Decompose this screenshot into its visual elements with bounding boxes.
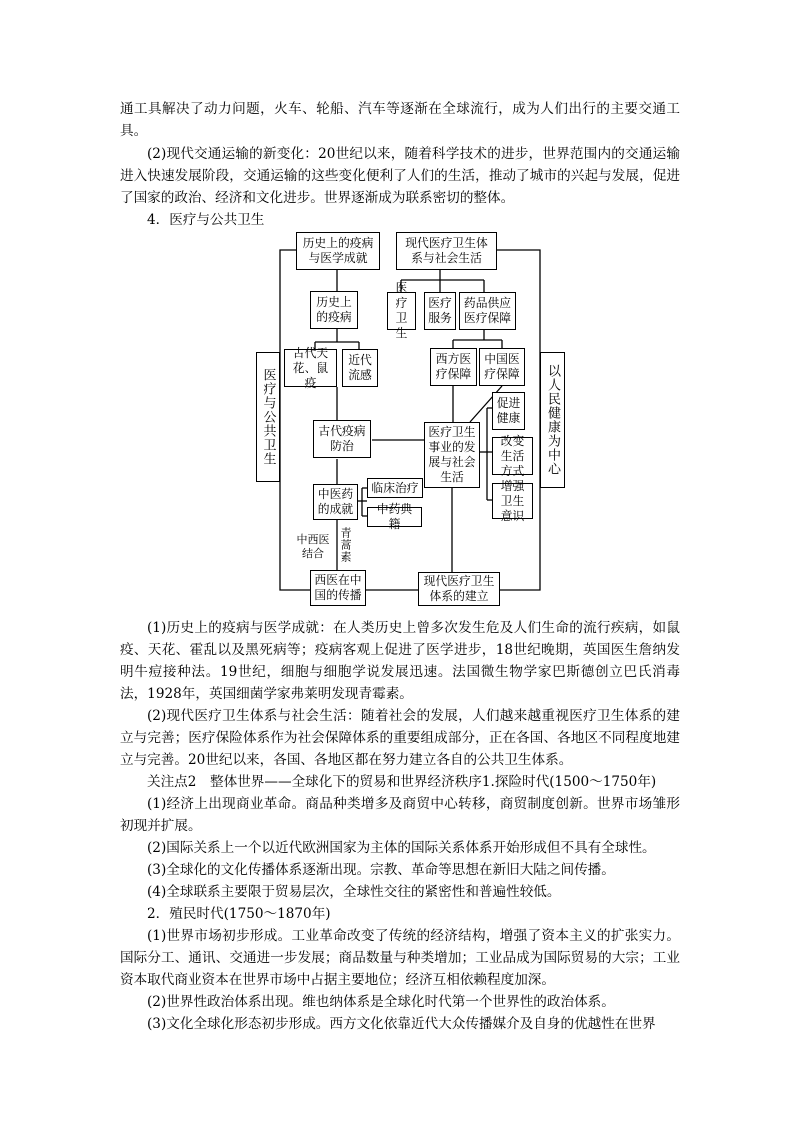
box-history-disease-medicine: 历史上的疫病与医学成就 xyxy=(296,232,380,270)
box-historical-disease: 历史上的疫病 xyxy=(310,291,358,329)
para-exploration-1: (1)经济上出现商业革命。商品种类增多及商贸中心转移，商贸制度创新。世界市场雏形初现并扩展。 xyxy=(120,796,680,834)
heading-medical: 4．医疗与公共卫生 xyxy=(147,212,265,228)
para-colonial-3: (3)文化全球化形态初步形成。西方文化依靠近代大众传播媒介及自身的优越性在世界 xyxy=(147,1016,656,1032)
box-tcm-achievement: 中医药的成就 xyxy=(313,484,358,520)
box-medical-service: 医疗服务 xyxy=(424,292,456,330)
box-medical-health: 医疗卫生 xyxy=(387,292,416,330)
box-western-medicine-spread: 西医在中国的传播 xyxy=(310,570,366,606)
para-colonial-2: (2)世界性政治体系出现。维也纳体系是全球化时代第一个世界性的政治体系。 xyxy=(147,994,615,1010)
heading-focus-2: 关注点2 整体世界——全球化下的贸易和世界经济秩序1.探险时代(1500～1750年) xyxy=(147,774,657,790)
box-china-insurance: 中国医疗保障 xyxy=(479,348,525,386)
heading-colonial: 2．殖民时代(1750～1870年) xyxy=(147,906,331,922)
para-exploration-2: (2)国际关系上一个以近代欧洲国家为主体的国际关系体系开始形成但不具有全球性。 xyxy=(147,840,656,856)
para-colonial-1: (1)世界市场初步形成。工业革命改变了传统的经济结构，增强了资本主义的扩张实力。国际分工、通讯、交通进一步发展；商品数量与种类增加；工业品成为国际贸易的大宗；工业资本取代商业资本在世界市场中占据主要地位；经济互相依赖程度加深。 xyxy=(120,928,680,988)
box-tcm-classics: 中药典籍 xyxy=(367,507,422,527)
box-modern-medical-system: 现代医疗卫生体系与社会生活 xyxy=(396,232,497,270)
side-label-people-health: 以人民健康为中心 xyxy=(540,352,565,488)
box-ancient-plague: 古代天花、鼠疫 xyxy=(284,349,337,387)
label-integration: 中西医结合 xyxy=(296,533,330,560)
box-modern-flu: 近代流感 xyxy=(342,349,378,387)
box-promote-health: 促进健康 xyxy=(492,392,525,430)
para-transport-cont: 通工具解决了动力问题，火车、轮船、汽车等逐渐在全球流行，成为人们出行的主要交通工具。 xyxy=(120,101,680,139)
label-artemisinin: 青蒿素 xyxy=(339,527,352,563)
para-exploration-4: (4)全球联系主要限于贸易层次，全球性交往的紧密性和普遍性较低。 xyxy=(147,884,561,900)
box-modern-system-establish: 现代医疗卫生体系的建立 xyxy=(418,572,500,606)
box-health-awareness: 增强卫生意识 xyxy=(492,483,533,519)
para-modern-medical: (2)现代医疗卫生体系与社会生活：随着社会的发展，人们越来越重视医疗卫生体系的建立与完善；医疗保险体系作为社会保障体系的重要组成部分，正在各国、各地区不同程度地建立与完善。20世纪以来，各国、各地区都在努力建立各自的公共卫生体系。 xyxy=(120,708,680,768)
para-modern-transport: (2)现代交通运输的新变化：20世纪以来，随着科学技术的进步，世界范围内的交通运输进入快速发展阶段，交通运输的这些变化便利了人们的生活，推动了城市的兴起与发展，促进了国家的政治、经济和文化进步。世界逐渐成为联系密切的整体。 xyxy=(120,146,680,206)
box-western-insurance: 西方医疗保障 xyxy=(430,348,477,386)
box-development-society: 医疗卫生事业的发展与社会生活 xyxy=(424,422,480,488)
box-drug-supply: 药品供应医疗保障 xyxy=(459,292,516,330)
para-exploration-3: (3)全球化的文化传播体系逐渐出现。宗教、革命等思想在新旧大陆之间传播。 xyxy=(147,862,615,878)
box-clinical-treatment: 临床治疗 xyxy=(367,478,423,498)
para-history-disease: (1)历史上的疫病与医学成就：在人类历史上曾多次发生危及人们生命的流行疾病，如鼠疫、天花、霍乱以及黑死病等；疫病客观上促进了医学进步，18世纪晚期，英国医生詹纳发明牛痘接种法。19世纪，细胞与细胞学说发展迅速。法国微生物学家巴斯德创立巴氏消毒法，1928年，英国细菌学家弗莱明发现青霉素。 xyxy=(120,620,680,702)
side-label-medical: 医疗与公共卫生 xyxy=(256,352,280,482)
box-change-lifestyle: 改变生活方式 xyxy=(492,437,533,475)
box-disease-prevention: 古代疫病防治 xyxy=(313,420,371,458)
